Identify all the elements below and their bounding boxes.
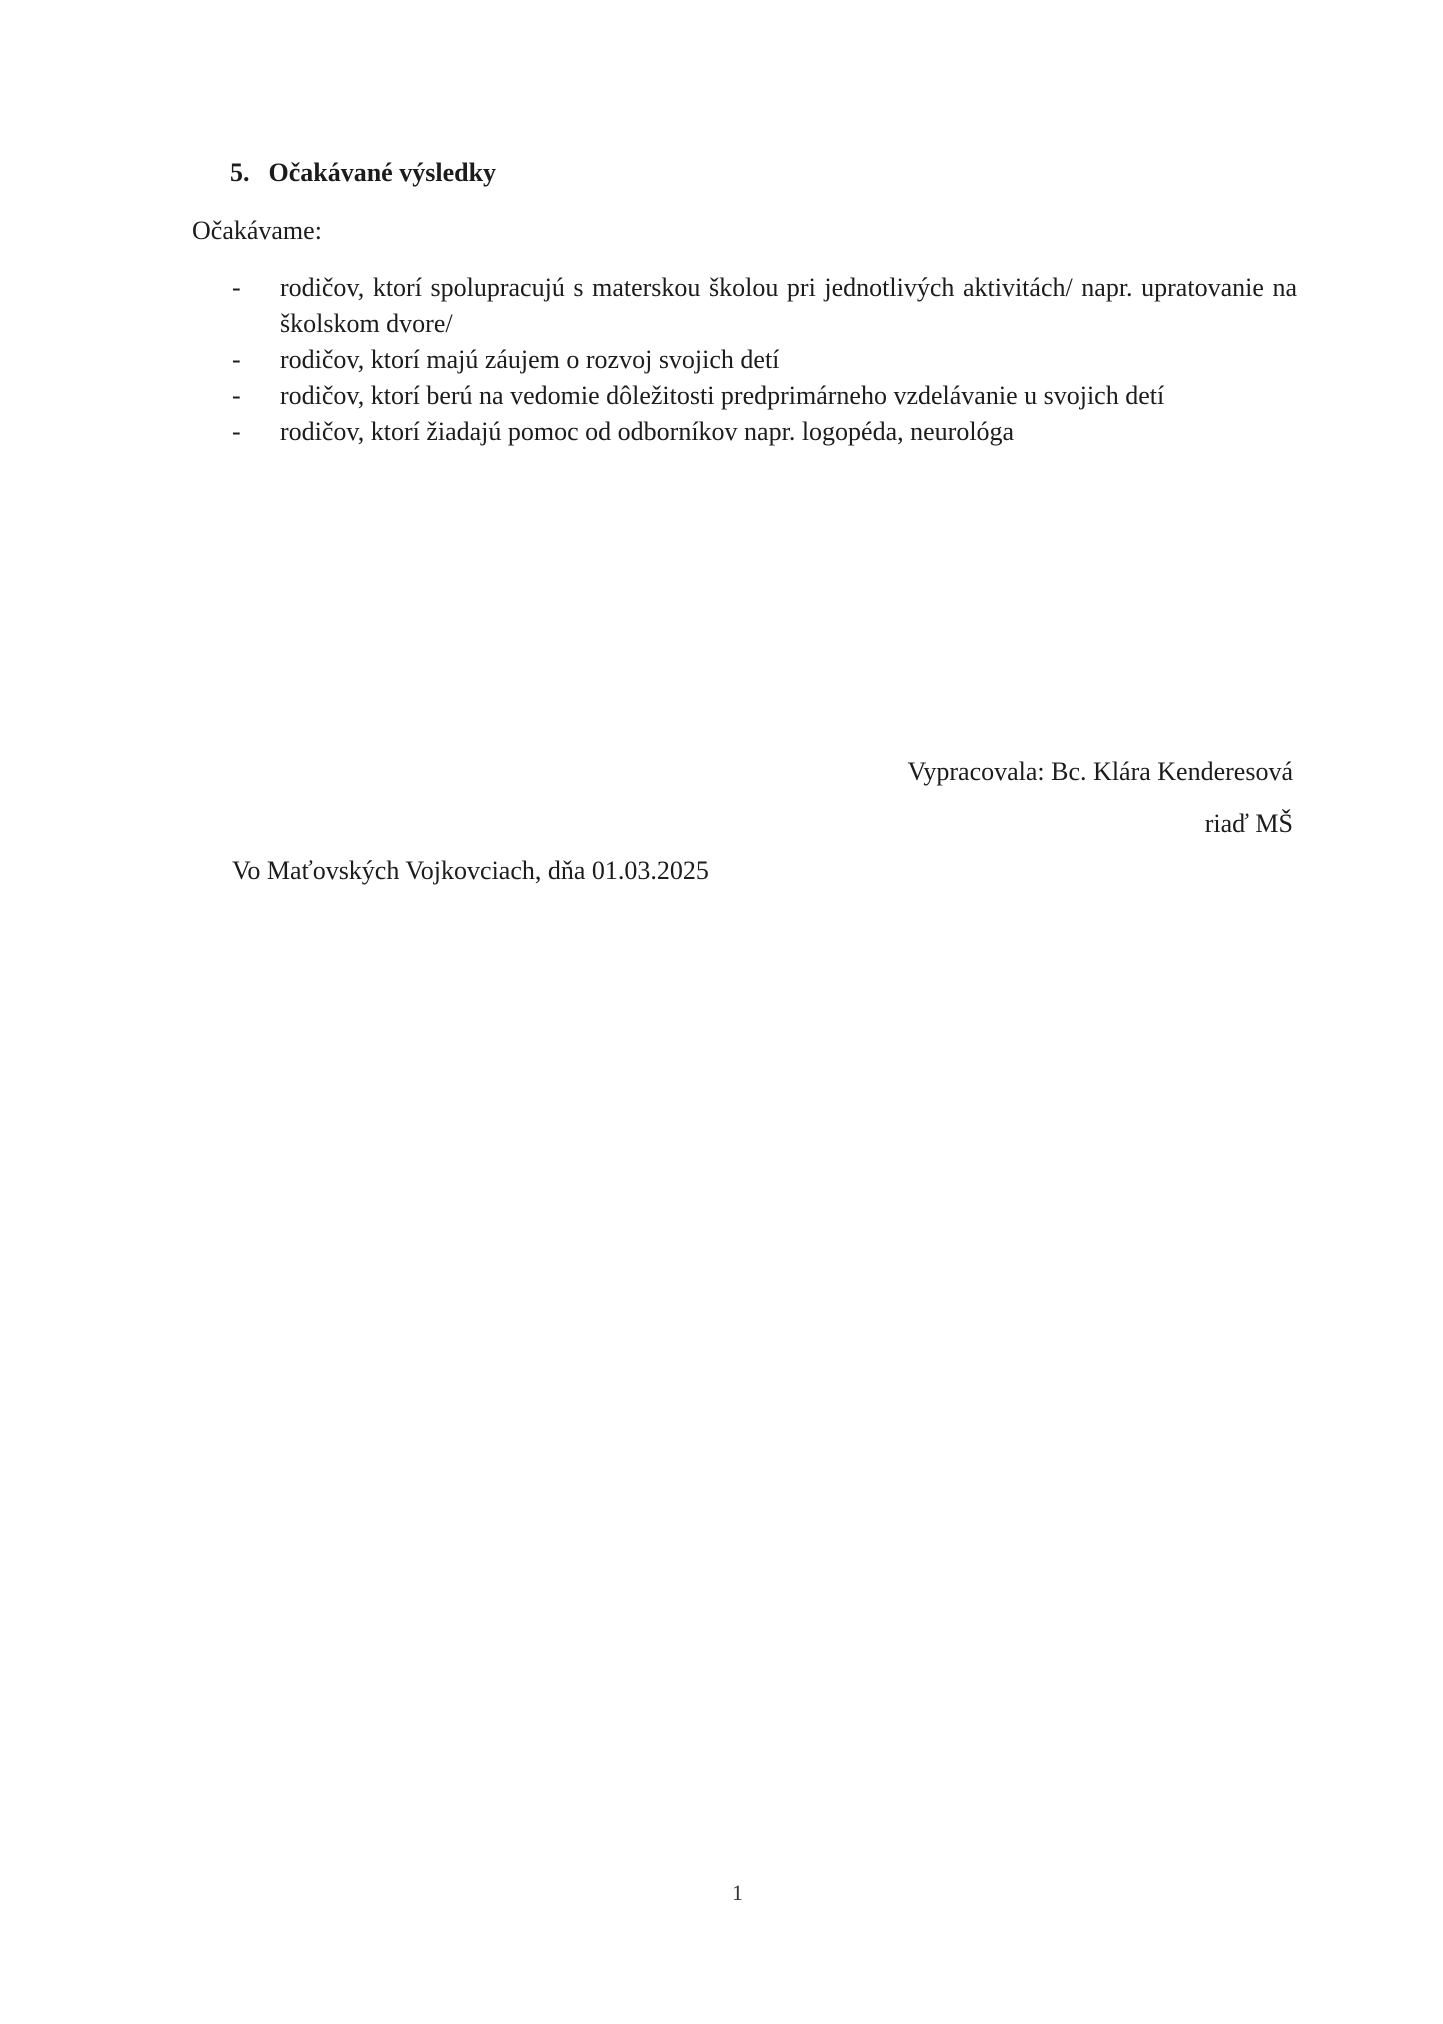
prepared-by: Vypracovala: Bc. Klára Kenderesová: [907, 757, 1293, 786]
list-item-text: rodičov, ktorí žiadajú pomoc od odborníkov napr. logopéda, neurológa: [280, 417, 1015, 446]
list-dash: -: [232, 417, 241, 446]
page-number: 1: [732, 1880, 743, 1905]
list-dash: -: [232, 381, 241, 410]
section-title: Očakávané výsledky: [268, 158, 497, 187]
expected-results-list: [232, 270, 1297, 450]
signature-block: [908, 746, 1294, 850]
list-dash: -: [232, 345, 241, 374]
list-item: [232, 270, 1297, 342]
list-item-text: rodičov, ktorí berú na vedomie dôležitosti predprimárneho vzdelávanie u svojich detí: [280, 381, 1165, 410]
list-item: [232, 378, 1297, 414]
list-item-text: rodičov, ktorí majú záujem o rozvoj svojich detí: [280, 345, 780, 374]
list-item: [232, 342, 1297, 378]
list-item-text: rodičov, ktorí spolupracujú s materskou školou pri jednotlivých aktivitách/ napr. upratovanie na školskom dvore/: [280, 273, 1297, 338]
section-number: 5.: [230, 158, 250, 187]
list-item: [232, 414, 1297, 450]
place-date: Vo Maťovských Vojkovciach, dňa 01.03.2025: [232, 856, 709, 885]
section-heading: [230, 158, 496, 188]
list-dash: -: [232, 273, 241, 302]
intro-text: Očakávame:: [192, 216, 322, 245]
signer-role: riaď MŠ: [1204, 809, 1293, 838]
